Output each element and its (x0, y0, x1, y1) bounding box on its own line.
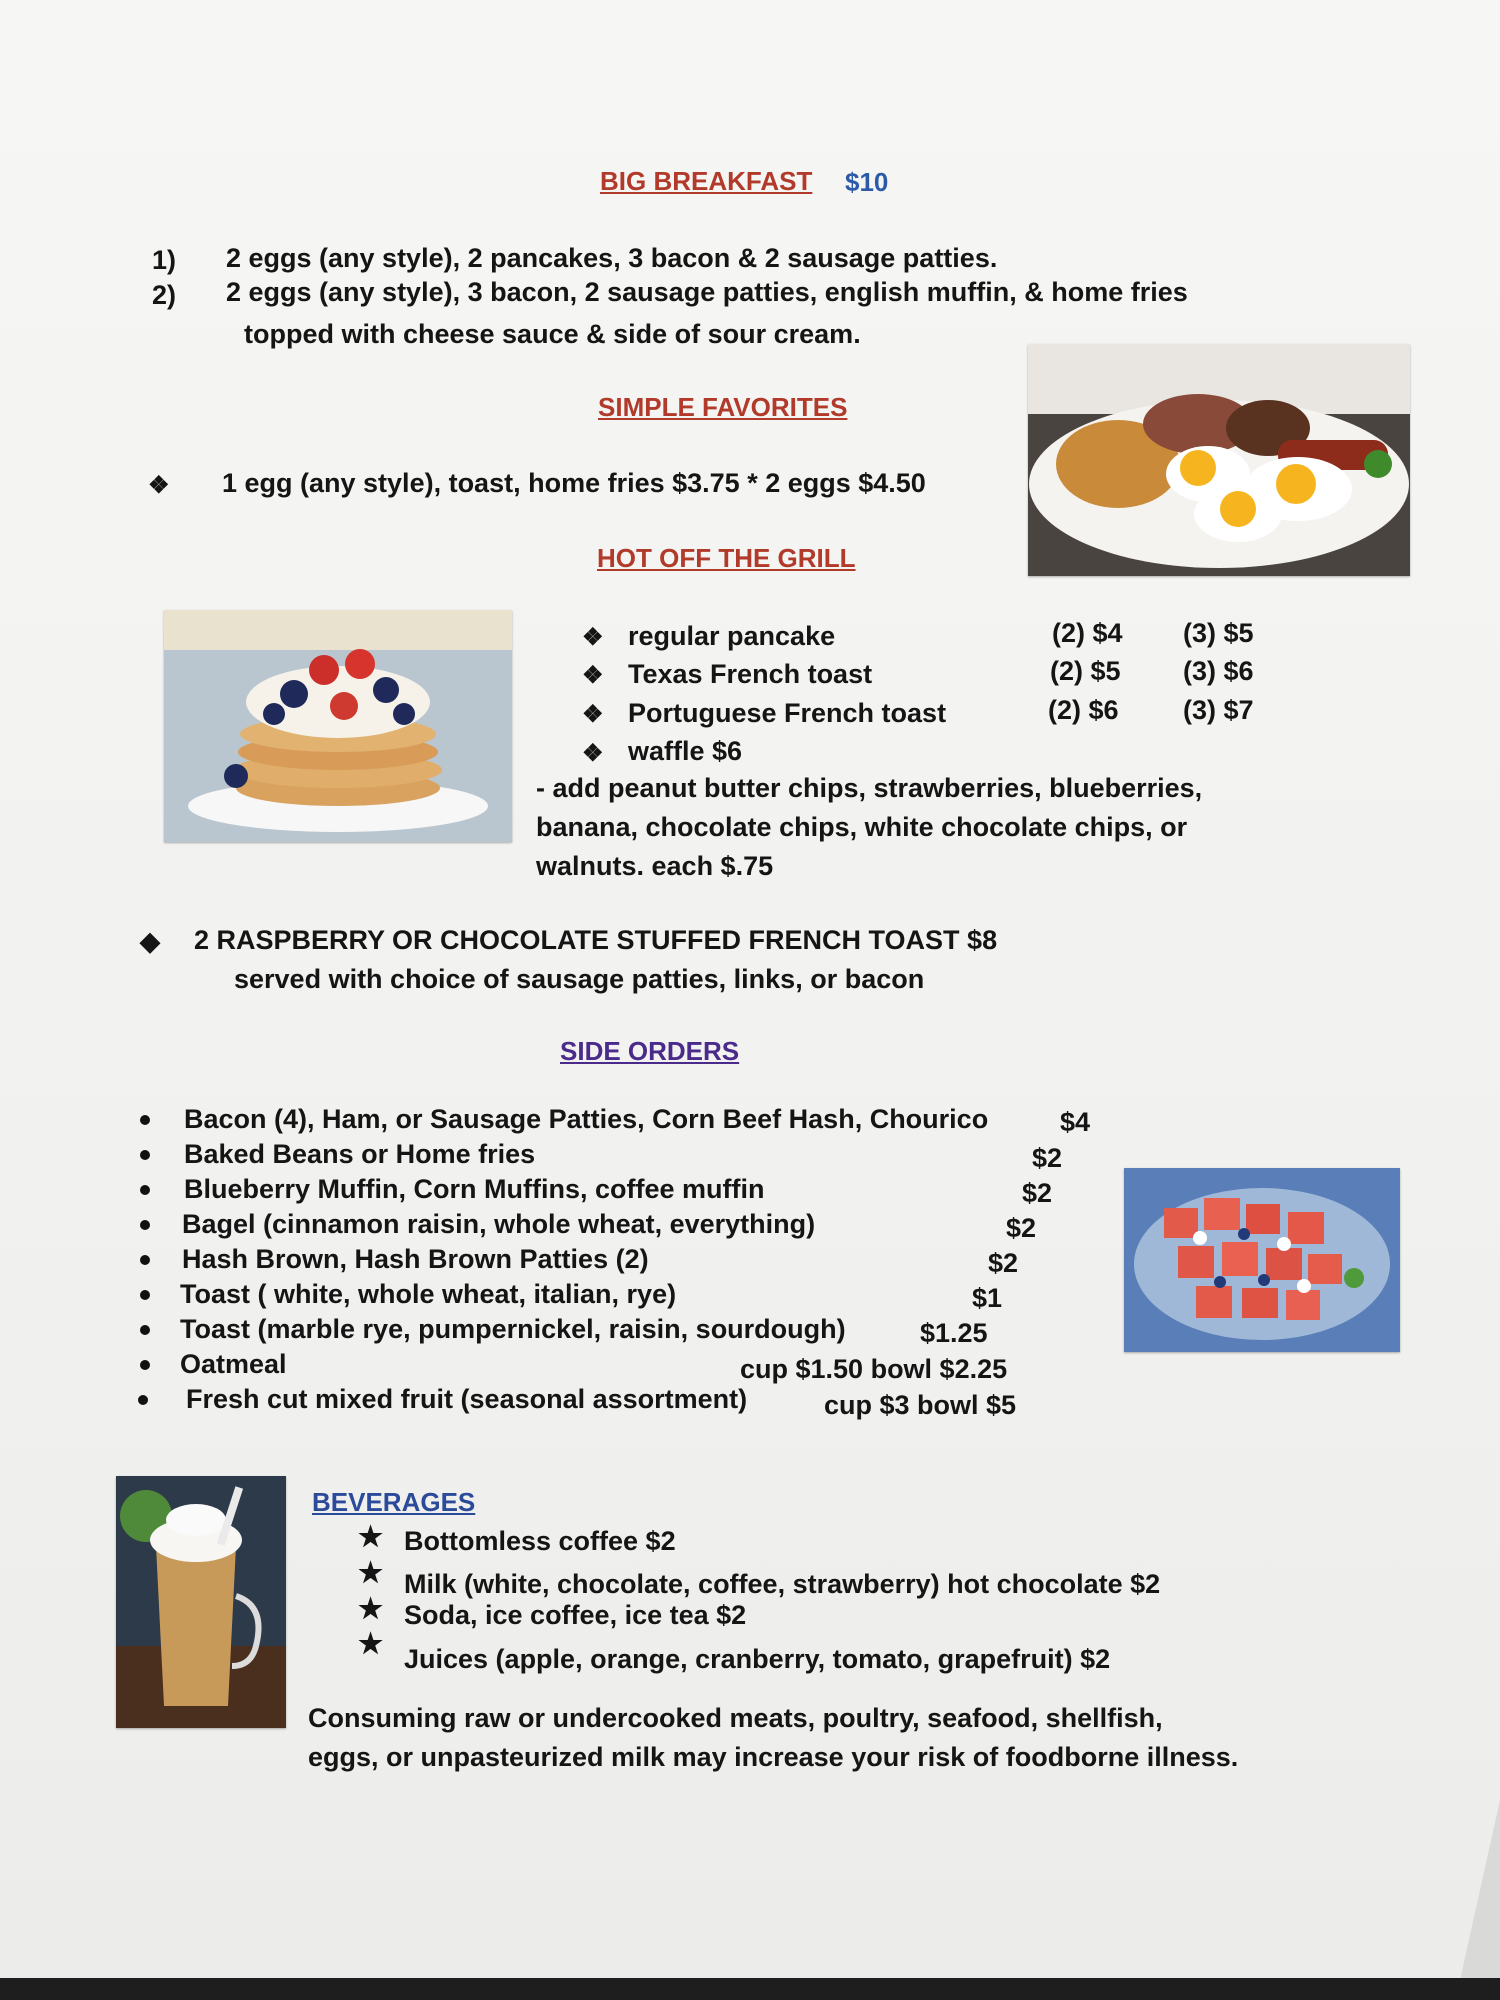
disclaimer-line1: Consuming raw or undercooked meats, poultry, seafood, shellfish, (308, 1703, 1163, 1733)
side-item-price: $4 (1060, 1107, 1091, 1137)
big-breakfast-item-2-line2: topped with cheese sauce & side of sour cream. (244, 319, 861, 349)
side-item-price: $2 (1006, 1213, 1037, 1243)
big-breakfast-item-2-line1: 2 eggs (any style), 3 bacon, 2 sausage patties, english muffin, & home fries (226, 277, 1188, 307)
paper-corner (1460, 1800, 1500, 1980)
grill-item-name: Texas French toast (628, 659, 873, 689)
side-item-name: Hash Brown, Hash Brown Patties (2) (182, 1244, 649, 1274)
grill-addons-line3: walnuts. each $.75 (536, 851, 774, 881)
iced-coffee-photo (116, 1476, 286, 1728)
beverage-item: Juices (apple, orange, cranberry, tomato, grapefruit) $2 (404, 1644, 1111, 1674)
bullet-icon (140, 1147, 150, 1165)
watermelon-salad-photo (1124, 1168, 1400, 1352)
side-item-name: Blueberry Muffin, Corn Muffins, coffee muffin (184, 1174, 765, 1204)
diamond-bullet-icon: ❖ (582, 624, 604, 651)
big-breakfast-item-1: 2 eggs (any style), 2 pancakes, 3 bacon & 2 sausage patties. (226, 243, 998, 273)
disclaimer-line2: eggs, or unpasteurized milk may increase your risk of foodborne illness. (308, 1742, 1239, 1772)
beverage-item: Bottomless coffee $2 (404, 1526, 676, 1556)
big-breakfast-item-2-num: 2) (152, 280, 177, 310)
breakfast-plate-photo (1028, 344, 1410, 576)
star-icon: ★ (358, 1557, 384, 1588)
diamond-bullet-icon: ❖ (582, 740, 604, 767)
grill-item-price-2: (2) $5 (1050, 656, 1121, 686)
side-item-price: $2 (1022, 1178, 1053, 1208)
bullet-icon (138, 1392, 148, 1410)
bullet-icon (140, 1287, 150, 1305)
side-item-name: Bagel (cinnamon raisin, whole wheat, everything) (182, 1209, 816, 1239)
simple-favorites-title: SIMPLE FAVORITES (598, 392, 848, 422)
side-item-name: Oatmeal (180, 1349, 287, 1379)
grill-item-price-3: (3) $6 (1183, 656, 1254, 686)
pancake-stack-photo (164, 610, 512, 842)
star-icon: ★ (358, 1593, 384, 1624)
side-item-price: $2 (1032, 1143, 1063, 1173)
stuffed-toast-line2: served with choice of sausage patties, links, or bacon (234, 964, 925, 994)
bullet-icon (140, 1322, 150, 1340)
side-item-price: cup $1.50 bowl $2.25 (740, 1354, 1008, 1384)
hot-off-grill-title: HOT OFF THE GRILL (597, 543, 856, 573)
diamond-bullet-icon: ❖ (148, 472, 170, 499)
grill-addons-line1: - add peanut butter chips, strawberries, blueberries, (536, 773, 1203, 803)
side-item-name: Baked Beans or Home fries (184, 1139, 536, 1169)
beverage-item: Milk (white, chocolate, coffee, strawberry) hot chocolate $2 (404, 1569, 1161, 1599)
side-item-name: Toast ( white, whole wheat, italian, rye) (180, 1279, 677, 1309)
grill-item-price-2: (2) $4 (1052, 618, 1123, 648)
star-icon: ★ (358, 1628, 384, 1659)
diamond-bullet-icon: ❖ (582, 662, 604, 689)
grill-addons-line2: banana, chocolate chips, white chocolate chips, or (536, 812, 1188, 842)
grill-item-price-2: (2) $6 (1048, 695, 1119, 725)
bullet-icon (140, 1112, 150, 1130)
side-item-price: $2 (988, 1248, 1019, 1278)
beverages-title: BEVERAGES (312, 1487, 476, 1517)
star-icon: ★ (358, 1521, 384, 1552)
side-item-price: $1 (972, 1283, 1003, 1313)
simple-favorites-item: 1 egg (any style), toast, home fries $3.75 * 2 eggs $4.50 (222, 468, 926, 498)
side-item-name: Fresh cut mixed fruit (seasonal assortment) (186, 1384, 748, 1414)
side-item-name: Bacon (4), Ham, or Sausage Patties, Corn Beef Hash, Chourico (184, 1104, 989, 1134)
big-breakfast-title: BIG BREAKFAST (600, 166, 813, 196)
diamond-bullet-icon: ❖ (582, 701, 604, 728)
bullet-icon (140, 1217, 150, 1235)
side-item-price: cup $3 bowl $5 (824, 1390, 1017, 1420)
bullet-icon (140, 1252, 150, 1270)
side-item-price: $1.25 (920, 1318, 988, 1348)
side-orders-title: SIDE ORDERS (560, 1036, 740, 1066)
big-breakfast-price: $10 (845, 167, 889, 197)
table-edge (0, 1978, 1500, 2000)
beverage-item: Soda, ice coffee, ice tea $2 (404, 1600, 747, 1630)
stuffed-toast-line1: 2 RASPBERRY OR CHOCOLATE STUFFED FRENCH TOAST $8 (194, 925, 998, 955)
grill-item-name: regular pancake (628, 621, 836, 651)
grill-item-price-3: (3) $7 (1183, 695, 1254, 725)
grill-item-name: waffle $6 (628, 736, 743, 766)
grill-item-name: Portuguese French toast (628, 698, 947, 728)
diamond-filled-icon: ◆ (140, 926, 160, 956)
bullet-icon (140, 1182, 150, 1200)
side-item-name: Toast (marble rye, pumpernickel, raisin, sourdough) (180, 1314, 846, 1344)
grill-item-price-3: (3) $5 (1183, 618, 1254, 648)
bullet-icon (140, 1357, 150, 1375)
big-breakfast-item-1-num: 1) (152, 245, 177, 275)
